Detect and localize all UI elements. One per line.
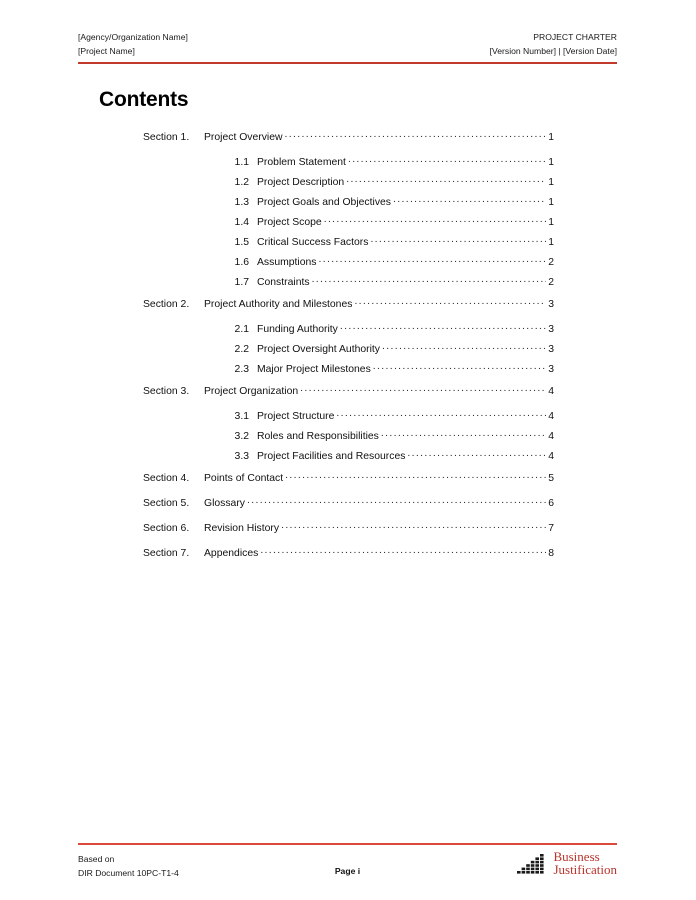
header-right-block: [490, 30, 617, 58]
toc-entry[interactable]: [143, 361, 554, 381]
toc-entry-leader-dots: [370, 234, 546, 245]
logo-line-justification: Justification: [553, 862, 617, 877]
toc-entry[interactable]: [143, 296, 554, 319]
toc-entry-title[interactable]: Project Overview: [204, 132, 283, 143]
page-header: [78, 30, 617, 58]
toc-entry-leader-dots: [407, 448, 546, 459]
toc-entry-page-number: 7: [548, 523, 554, 534]
toc-entry-page-number: 3: [548, 344, 554, 355]
toc-entry[interactable]: [143, 154, 554, 174]
page-title: Contents: [99, 88, 189, 111]
toc-entry-number: 2.3: [234, 364, 249, 375]
toc-entry-page-number: 5: [548, 473, 554, 484]
toc-entry-title[interactable]: Project Facilities and Resources: [257, 451, 406, 462]
toc-entry-leader-dots: [260, 545, 546, 556]
toc-entry[interactable]: [143, 520, 554, 543]
toc-entry[interactable]: [143, 321, 554, 341]
toc-entry-leader-dots: [318, 254, 546, 265]
toc-entry-title[interactable]: Major Project Milestones: [257, 364, 371, 375]
toc-entry-section-label: Section 7.: [143, 548, 190, 559]
toc-entry-leader-dots: [285, 470, 546, 481]
toc-entry-leader-dots: [312, 274, 546, 285]
toc-entry-leader-dots: [381, 428, 546, 439]
toc-entry-page-number: 3: [548, 364, 554, 375]
header-project-name: [Project Name]: [78, 46, 135, 56]
toc-entry-leader-dots: [247, 495, 546, 506]
toc-entry-number: 1.4: [234, 217, 249, 228]
header-agency-name: [Agency/Organization Name]: [78, 32, 188, 42]
toc-entry[interactable]: [143, 448, 554, 468]
logo-line-business: Business: [553, 849, 600, 864]
toc-entry-page-number: 3: [548, 299, 554, 310]
toc-entry[interactable]: [143, 129, 554, 152]
toc-entry-title[interactable]: Points of Contact: [204, 473, 284, 484]
toc-entry-title[interactable]: Funding Authority: [257, 324, 338, 335]
toc-entry-title[interactable]: Project Scope: [257, 217, 322, 228]
toc-entry[interactable]: [143, 545, 554, 568]
toc-entry[interactable]: [143, 194, 554, 214]
toc-entry-leader-dots: [281, 520, 546, 531]
toc-entry-section-label: Section 1.: [143, 132, 190, 143]
toc-entry-title[interactable]: Project Authority and Milestones: [204, 299, 353, 310]
toc-entry[interactable]: [143, 234, 554, 254]
toc-entry-page-number: 4: [548, 431, 554, 442]
toc-entry[interactable]: [143, 341, 554, 361]
toc-entry-leader-dots: [348, 154, 546, 165]
toc-entry[interactable]: [143, 174, 554, 194]
toc-entry-leader-dots: [340, 321, 546, 332]
toc-entry-leader-dots: [324, 214, 546, 225]
toc-entry-title[interactable]: Revision History: [204, 523, 280, 534]
toc-entry[interactable]: [143, 254, 554, 274]
toc-entry-leader-dots: [373, 361, 546, 372]
toc-entry-page-number: 1: [548, 197, 554, 208]
toc-entry-page-number: 4: [548, 386, 554, 397]
toc-entry-number: 3.1: [234, 411, 249, 422]
toc-entry-page-number: 1: [548, 217, 554, 228]
toc-entry-page-number: 4: [548, 451, 554, 462]
toc-entry-page-number: 1: [548, 157, 554, 168]
toc-entry-title[interactable]: Project Description: [257, 177, 345, 188]
toc-entry-title[interactable]: Constraints: [257, 277, 310, 288]
toc-entry-title[interactable]: Assumptions: [257, 257, 317, 268]
toc-entry-number: 3.3: [234, 451, 249, 462]
toc-entry-section-label: Section 4.: [143, 473, 190, 484]
toc-entry-title[interactable]: Project Organization: [204, 386, 299, 397]
toc-entry[interactable]: [143, 214, 554, 234]
toc-entry[interactable]: [143, 470, 554, 493]
toc-entry-title[interactable]: Glossary: [204, 498, 245, 509]
footer-divider-rule: [78, 843, 617, 845]
toc-entry-leader-dots: [346, 174, 546, 185]
toc-entry-title[interactable]: Critical Success Factors: [257, 237, 369, 248]
toc-entry-section-label: Section 3.: [143, 386, 190, 397]
toc-entry-number: 1.2: [234, 177, 249, 188]
toc-entry-title[interactable]: Problem Statement: [257, 157, 346, 168]
toc-entry-title[interactable]: Project Oversight Authority: [257, 344, 381, 355]
toc-entry-section-label: Section 6.: [143, 523, 190, 534]
page-footer: [78, 849, 617, 880]
toc-entry-section-label: Section 5.: [143, 498, 190, 509]
footer-page-number: Page i: [334, 866, 361, 876]
toc-entry-leader-dots: [354, 296, 546, 307]
toc-entry-page-number: 6: [548, 498, 554, 509]
toc-entry-page-number: 1: [548, 132, 554, 143]
toc-entry-leader-dots: [393, 194, 546, 205]
table-of-contents: [143, 129, 554, 568]
toc-entry-page-number: 3: [548, 324, 554, 335]
toc-entry-title[interactable]: Project Goals and Objectives: [257, 197, 391, 208]
toc-entry-leader-dots: [382, 341, 546, 352]
toc-entry-page-number: 1: [548, 237, 554, 248]
toc-entry[interactable]: [143, 274, 554, 294]
toc-entry-number: 2.1: [234, 324, 249, 335]
toc-entry-number: 1.5: [234, 237, 249, 248]
toc-entry-page-number: 2: [548, 257, 554, 268]
toc-entry-leader-dots: [336, 408, 546, 419]
header-document-title: PROJECT CHARTER: [533, 32, 617, 42]
toc-entry[interactable]: [143, 495, 554, 518]
toc-entry-number: 2.2: [234, 344, 249, 355]
toc-entry-page-number: 2: [548, 277, 554, 288]
footer-based-on-label: Based on: [78, 854, 115, 864]
toc-entry-section-label: Section 2.: [143, 299, 190, 310]
toc-entry-page-number: 4: [548, 411, 554, 422]
toc-entry-title[interactable]: Project Structure: [257, 411, 335, 422]
toc-entry-number: 1.6: [234, 257, 249, 268]
footer-document-id: DIR Document 10PC-T1-4: [78, 868, 179, 878]
toc-entry-leader-dots: [300, 383, 546, 394]
header-left-block: [78, 30, 188, 58]
toc-entry-page-number: 1: [548, 177, 554, 188]
toc-entry-leader-dots: [285, 129, 546, 140]
toc-entry-number: 1.3: [234, 197, 249, 208]
toc-entry-title[interactable]: Appendices: [204, 548, 259, 559]
toc-entry-number: 1.1: [234, 157, 249, 168]
header-version-info: [Version Number] | [Version Date]: [489, 46, 617, 56]
toc-entry[interactable]: [143, 428, 554, 448]
toc-entry-number: 3.2: [234, 431, 249, 442]
toc-entry[interactable]: [143, 408, 554, 428]
toc-entry-number: 1.7: [234, 277, 249, 288]
toc-entry-title[interactable]: Roles and Responsibilities: [257, 431, 379, 442]
toc-entry-page-number: 8: [548, 548, 554, 559]
header-divider-rule: [78, 62, 617, 64]
toc-entry[interactable]: [143, 383, 554, 406]
